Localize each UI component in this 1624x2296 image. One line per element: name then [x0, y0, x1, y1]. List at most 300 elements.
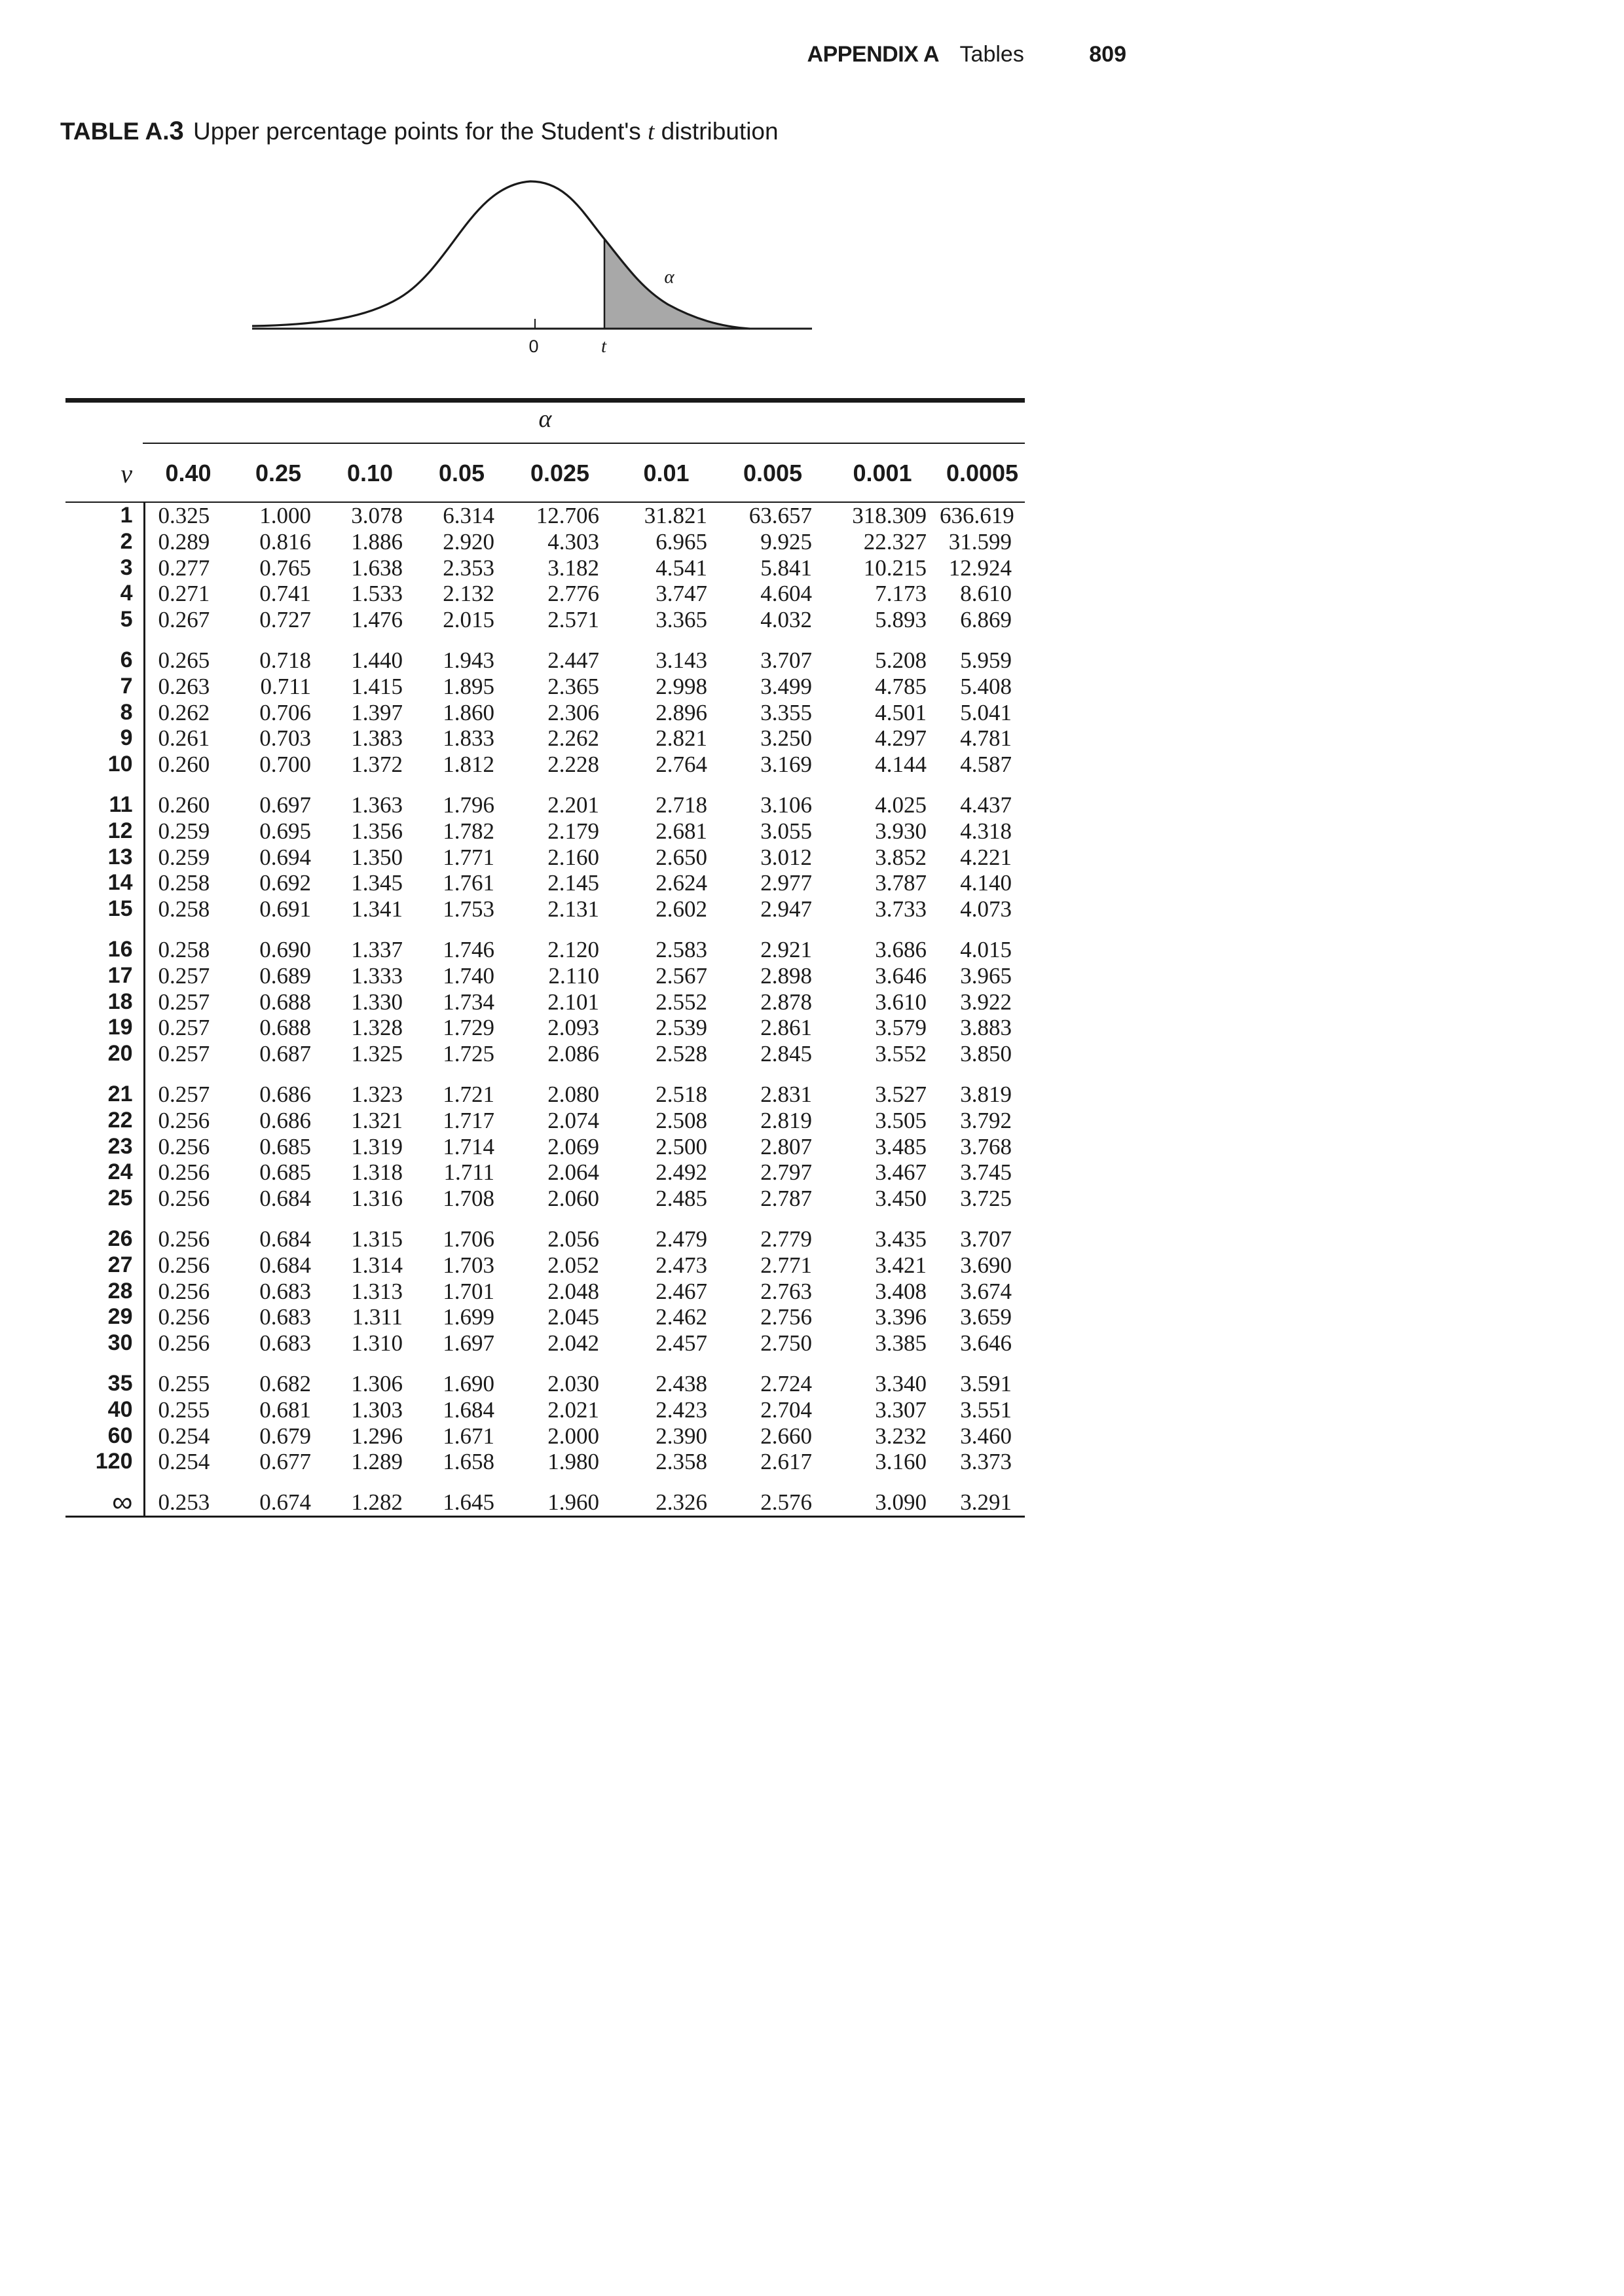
- value-cell: 1.476: [351, 607, 403, 633]
- value-cell: 2.602: [655, 896, 707, 922]
- value-cell: 2.500: [655, 1133, 707, 1159]
- value-cell: 1.306: [351, 1370, 403, 1396]
- value-cell: 1.415: [351, 673, 403, 699]
- value-cell: 0.258: [158, 936, 210, 962]
- value-cell: 2.571: [547, 607, 599, 633]
- value-cell: 1.356: [351, 818, 403, 844]
- value-cell: 1.895: [443, 673, 494, 699]
- nu-cell: 3: [65, 555, 144, 581]
- value-cell: 1.771: [443, 844, 494, 870]
- alpha-column-header: 0.10: [324, 445, 416, 502]
- table-row: [65, 1279, 1025, 1305]
- nu-cell: 29: [65, 1304, 144, 1330]
- value-cell: 0.256: [158, 1226, 210, 1252]
- value-cell: 3.965: [960, 962, 1012, 989]
- alpha-column-header: 0.0005: [940, 445, 1025, 502]
- value-cell: 2.015: [443, 607, 494, 633]
- value-cell: 0.684: [259, 1186, 311, 1212]
- value-cell: 2.160: [547, 844, 599, 870]
- nu-cell: 18: [65, 989, 144, 1015]
- value-cell: 0.257: [158, 989, 210, 1015]
- caption-text-pre: Upper percentage points for the Student's: [193, 118, 648, 145]
- value-cell: 0.257: [158, 1015, 210, 1041]
- value-cell: 1.318: [351, 1159, 403, 1186]
- value-cell: 3.307: [875, 1396, 927, 1423]
- value-cell: 4.025: [875, 792, 927, 818]
- value-cell: 0.695: [259, 818, 311, 844]
- value-cell: 318.309: [852, 503, 927, 528]
- value-cell: 8.610: [960, 581, 1012, 607]
- table-row: [65, 529, 1025, 555]
- value-cell: 2.326: [612, 1475, 720, 1516]
- table-row: [65, 1159, 1025, 1186]
- nu-cell: 20: [65, 1041, 144, 1067]
- value-cell: 2.306: [547, 699, 599, 725]
- value-cell: 2.977: [760, 870, 812, 896]
- value-cell: 1.397: [351, 699, 403, 725]
- value-cell: 2.457: [655, 1330, 707, 1357]
- value-cell: 1.699: [443, 1304, 494, 1330]
- value-cell: 3.182: [547, 555, 599, 581]
- nu-cell: 7: [65, 674, 144, 700]
- value-cell: 1.980: [547, 1449, 599, 1475]
- table-label-text: TABLE A.: [60, 118, 170, 145]
- value-cell: 3.579: [875, 1015, 927, 1041]
- value-cell: 3.787: [875, 870, 927, 896]
- value-cell: 1.671: [443, 1423, 494, 1449]
- table-row: [65, 502, 1025, 529]
- value-cell: 2.878: [760, 989, 812, 1015]
- value-cell: 0.685: [259, 1159, 311, 1186]
- value-cell: 3.078: [351, 503, 403, 528]
- value-cell: 4.140: [960, 870, 1012, 896]
- nu-cell: 30: [65, 1330, 144, 1357]
- value-cell: 3.674: [960, 1278, 1012, 1304]
- value-cell: 2.467: [655, 1278, 707, 1304]
- value-cell: 4.587: [960, 752, 1012, 778]
- value-cell: 3.160: [875, 1449, 927, 1475]
- value-cell: 1.746: [443, 936, 494, 962]
- value-cell: 2.358: [655, 1449, 707, 1475]
- value-cell: 3.745: [960, 1159, 1012, 1186]
- value-cell: 0.289: [158, 528, 210, 555]
- value-cell: 2.861: [760, 1015, 812, 1041]
- value-cell: 1.796: [443, 792, 494, 818]
- value-cell: 2.145: [547, 870, 599, 896]
- value-cell: 2.845: [760, 1041, 812, 1067]
- value-cell: 1.711: [443, 1159, 494, 1186]
- nu-cell: 5: [65, 607, 144, 633]
- nu-header: ν: [65, 445, 144, 502]
- value-cell: 2.764: [655, 752, 707, 778]
- value-cell: 0.700: [259, 752, 311, 778]
- value-cell: 3.365: [655, 607, 707, 633]
- table-row: [65, 989, 1025, 1015]
- value-cell: 1.761: [443, 870, 494, 896]
- value-cell: 5.408: [960, 673, 1012, 699]
- value-cell: 0.681: [259, 1396, 311, 1423]
- value-cell: 0.694: [259, 844, 311, 870]
- value-cell: 0.263: [158, 673, 210, 699]
- value-cell: 3.883: [960, 1015, 1012, 1041]
- value-cell: 0.256: [158, 1278, 210, 1304]
- value-cell: 2.624: [655, 870, 707, 896]
- alpha-column-header: 0.001: [825, 445, 940, 502]
- table-row: [65, 1015, 1025, 1041]
- value-cell: 2.179: [547, 818, 599, 844]
- value-cell: 1.311: [352, 1304, 403, 1330]
- value-cell: 1.316: [351, 1186, 403, 1212]
- value-cell: 2.920: [443, 528, 494, 555]
- value-cell: 3.485: [875, 1133, 927, 1159]
- alpha-heading: α: [538, 405, 552, 433]
- value-cell: 2.576: [720, 1475, 825, 1516]
- value-cell: 1.734: [443, 989, 494, 1015]
- value-cell: 1.333: [351, 962, 403, 989]
- value-cell: 1.690: [443, 1370, 494, 1396]
- value-cell: 3.591: [960, 1370, 1012, 1396]
- value-cell: 0.677: [259, 1449, 311, 1475]
- table-row: [65, 1423, 1025, 1449]
- value-cell: 0.727: [259, 607, 311, 633]
- value-cell: 0.260: [158, 752, 210, 778]
- table-row: [65, 607, 1025, 633]
- value-cell: 2.552: [655, 989, 707, 1015]
- value-cell: 0.258: [158, 896, 210, 922]
- alpha-label: α: [664, 266, 674, 287]
- value-cell: 0.254: [158, 1449, 210, 1475]
- value-cell: 2.797: [760, 1159, 812, 1186]
- value-cell: 0.271: [158, 581, 210, 607]
- value-cell: 0.690: [259, 936, 311, 962]
- value-cell: 4.221: [960, 844, 1012, 870]
- value-cell: 5.959: [960, 647, 1012, 673]
- value-cell: 2.048: [547, 1278, 599, 1304]
- nu-cell: 9: [65, 725, 144, 752]
- value-cell: 1.372: [351, 752, 403, 778]
- value-cell: 7.173: [875, 581, 927, 607]
- value-cell: 0.261: [158, 725, 210, 752]
- value-cell: 1.310: [351, 1330, 403, 1357]
- value-cell: 3.850: [960, 1041, 1012, 1067]
- value-cell: 2.718: [655, 792, 707, 818]
- value-cell: 0.254: [158, 1423, 210, 1449]
- table-row: [65, 1330, 1025, 1357]
- nu-cell: 23: [65, 1134, 144, 1160]
- table-row: [65, 778, 1025, 818]
- table-row: [65, 1067, 1025, 1108]
- page-header: [807, 42, 1126, 67]
- value-cell: 2.998: [655, 673, 707, 699]
- t-distribution-table: [65, 445, 1025, 1518]
- t-label: t: [600, 336, 607, 357]
- value-cell: 3.922: [960, 989, 1012, 1015]
- alpha-column-header: 0.05: [416, 445, 507, 502]
- value-cell: 1.328: [351, 1015, 403, 1041]
- table-row: [65, 1475, 1025, 1516]
- value-cell: 4.297: [875, 725, 927, 752]
- nu-cell: 13: [65, 845, 144, 871]
- value-cell: 2.485: [655, 1186, 707, 1212]
- value-cell: 3.408: [875, 1278, 927, 1304]
- nu-cell: 40: [65, 1397, 144, 1423]
- value-cell: 1.289: [351, 1449, 403, 1475]
- value-cell: 3.930: [875, 818, 927, 844]
- value-cell: 1.323: [351, 1081, 403, 1107]
- alpha-heading-rule: [143, 443, 1025, 444]
- value-cell: 2.074: [547, 1107, 599, 1133]
- value-cell: 0.689: [259, 962, 311, 989]
- value-cell: 3.646: [875, 962, 927, 989]
- value-cell: 2.779: [760, 1226, 812, 1252]
- value-cell: 2.539: [655, 1015, 707, 1041]
- value-cell: 1.714: [443, 1133, 494, 1159]
- value-cell: 2.518: [655, 1081, 707, 1107]
- value-cell: 0.687: [259, 1041, 311, 1067]
- value-cell: 0.325: [158, 503, 210, 528]
- value-cell: 0.683: [259, 1278, 311, 1304]
- value-cell: 0.257: [158, 1041, 210, 1067]
- table-caption: [193, 118, 779, 145]
- value-cell: 2.390: [655, 1423, 707, 1449]
- value-cell: 0.267: [158, 607, 210, 633]
- value-cell: 2.921: [760, 936, 812, 962]
- value-cell: 0.765: [259, 555, 311, 581]
- value-cell: 2.750: [760, 1330, 812, 1357]
- value-cell: 3.143: [655, 647, 707, 673]
- nu-cell: 25: [65, 1186, 144, 1212]
- table-row: [65, 1134, 1025, 1160]
- value-cell: 1.740: [443, 962, 494, 989]
- value-cell: 2.438: [655, 1370, 707, 1396]
- value-cell: 2.101: [547, 989, 599, 1015]
- value-cell: 1.638: [351, 555, 403, 581]
- nu-cell: 17: [65, 963, 144, 989]
- table-row: [65, 1357, 1025, 1397]
- alpha-column-header: 0.40: [144, 445, 232, 502]
- value-cell: 5.893: [875, 607, 927, 633]
- value-cell: 1.350: [351, 844, 403, 870]
- nu-cell: 10: [65, 752, 144, 778]
- value-cell: 2.045: [547, 1304, 599, 1330]
- value-cell: 1.697: [443, 1330, 494, 1357]
- value-cell: 2.473: [655, 1252, 707, 1278]
- section-label: Tables: [959, 42, 1024, 67]
- alpha-column-header: 0.005: [720, 445, 825, 502]
- alpha-column-header: 0.25: [232, 445, 324, 502]
- value-cell: 2.132: [443, 581, 494, 607]
- value-cell: 3.733: [875, 896, 927, 922]
- alpha-column-header: 0.025: [507, 445, 612, 502]
- value-cell: 2.000: [547, 1423, 599, 1449]
- value-cell: 0.674: [232, 1475, 324, 1516]
- value-cell: 22.327: [863, 528, 927, 555]
- table-row: [65, 1108, 1025, 1134]
- value-cell: 0.683: [259, 1330, 311, 1357]
- value-cell: 1.645: [416, 1475, 507, 1516]
- table-row: [65, 1397, 1025, 1423]
- value-cell: 2.110: [548, 962, 599, 989]
- table-row: [65, 1252, 1025, 1279]
- table-row: [65, 1304, 1025, 1330]
- nu-cell: 24: [65, 1159, 144, 1186]
- table-row: [65, 633, 1025, 674]
- nu-cell: ∞: [65, 1475, 144, 1516]
- value-cell: 4.015: [960, 936, 1012, 962]
- value-cell: 3.686: [875, 936, 927, 962]
- value-cell: 0.697: [259, 792, 311, 818]
- value-cell: 2.821: [655, 725, 707, 752]
- value-cell: 1.319: [351, 1133, 403, 1159]
- table-title: [60, 117, 779, 146]
- value-cell: 2.131: [547, 896, 599, 922]
- value-cell: 5.841: [760, 555, 812, 581]
- value-cell: 0.256: [158, 1133, 210, 1159]
- value-cell: 2.021: [547, 1396, 599, 1423]
- value-cell: 3.747: [655, 581, 707, 607]
- value-cell: 0.703: [259, 725, 311, 752]
- value-cell: 1.303: [351, 1396, 403, 1423]
- value-cell: 1.706: [443, 1226, 494, 1252]
- value-cell: 3.340: [875, 1370, 927, 1396]
- value-cell: 3.707: [960, 1226, 1012, 1252]
- value-cell: 2.462: [655, 1304, 707, 1330]
- value-cell: 0.741: [259, 581, 311, 607]
- value-cell: 2.353: [443, 555, 494, 581]
- value-cell: 4.785: [875, 673, 927, 699]
- value-cell: 3.505: [875, 1107, 927, 1133]
- value-cell: 2.681: [655, 818, 707, 844]
- value-cell: 0.257: [158, 962, 210, 989]
- value-cell: 0.683: [259, 1304, 311, 1330]
- value-cell: 0.256: [158, 1330, 210, 1357]
- value-cell: 2.704: [760, 1396, 812, 1423]
- value-cell: 0.277: [158, 555, 210, 581]
- value-cell: 1.282: [324, 1475, 416, 1516]
- value-cell: 4.303: [547, 528, 599, 555]
- value-cell: 1.000: [259, 503, 311, 528]
- value-cell: 2.896: [655, 699, 707, 725]
- value-cell: 4.144: [875, 752, 927, 778]
- value-cell: 1.684: [443, 1396, 494, 1423]
- nu-cell: 60: [65, 1423, 144, 1449]
- value-cell: 4.032: [760, 607, 812, 633]
- caption-text-post: distribution: [654, 118, 779, 145]
- value-cell: 3.291: [940, 1475, 1025, 1516]
- value-cell: 63.657: [748, 503, 812, 528]
- value-cell: 0.686: [259, 1107, 311, 1133]
- value-cell: 2.567: [655, 962, 707, 989]
- value-cell: 1.330: [351, 989, 403, 1015]
- value-cell: 0.691: [259, 896, 311, 922]
- upper-tail-area: [604, 239, 748, 329]
- nu-cell: 4: [65, 581, 144, 607]
- value-cell: 1.345: [351, 870, 403, 896]
- nu-cell: 27: [65, 1252, 144, 1279]
- value-cell: 3.707: [760, 647, 812, 673]
- value-cell: 1.782: [443, 818, 494, 844]
- table-body: [65, 502, 1025, 1519]
- value-cell: 2.080: [547, 1081, 599, 1107]
- value-cell: 1.717: [443, 1107, 494, 1133]
- table-row: [65, 963, 1025, 989]
- value-cell: 0.692: [259, 870, 311, 896]
- value-cell: 1.703: [443, 1252, 494, 1278]
- value-cell: 3.396: [875, 1304, 927, 1330]
- value-cell: 5.041: [960, 699, 1012, 725]
- value-cell: 9.925: [760, 528, 812, 555]
- value-cell: 0.706: [259, 699, 311, 725]
- nu-cell: 16: [65, 922, 144, 963]
- value-cell: 2.771: [760, 1252, 812, 1278]
- value-cell: 0.255: [158, 1396, 210, 1423]
- table-row: [65, 818, 1025, 845]
- value-cell: 0.259: [158, 818, 210, 844]
- value-cell: 1.363: [351, 792, 403, 818]
- value-cell: 1.383: [351, 725, 403, 752]
- value-cell: 0.253: [144, 1475, 232, 1516]
- value-cell: 3.690: [960, 1252, 1012, 1278]
- value-cell: 2.528: [655, 1041, 707, 1067]
- value-cell: 2.724: [760, 1370, 812, 1396]
- value-cell: 4.501: [875, 699, 927, 725]
- value-cell: 4.604: [760, 581, 812, 607]
- value-cell: 2.201: [547, 792, 599, 818]
- nu-cell: 1: [65, 502, 144, 529]
- value-cell: 2.120: [547, 936, 599, 962]
- value-cell: 12.706: [536, 503, 599, 528]
- value-cell: 0.682: [259, 1370, 311, 1396]
- value-cell: 1.725: [443, 1041, 494, 1067]
- value-cell: 6.965: [655, 528, 707, 555]
- page-number: 809: [1089, 42, 1126, 67]
- value-cell: 0.257: [158, 1081, 210, 1107]
- value-cell: 0.262: [158, 699, 210, 725]
- table-row: [65, 752, 1025, 778]
- value-cell: 2.093: [547, 1015, 599, 1041]
- value-cell: 3.435: [875, 1226, 927, 1252]
- value-cell: 1.321: [351, 1107, 403, 1133]
- value-cell: 1.721: [443, 1081, 494, 1107]
- value-cell: 0.684: [259, 1226, 311, 1252]
- value-cell: 1.533: [351, 581, 403, 607]
- value-cell: 2.583: [655, 936, 707, 962]
- zero-label: 0: [528, 337, 539, 356]
- table-top-rule: [65, 398, 1025, 403]
- table-row: [65, 1449, 1025, 1475]
- nu-cell: 120: [65, 1449, 144, 1475]
- appendix-label: APPENDIX A: [807, 42, 940, 67]
- value-cell: 3.768: [960, 1133, 1012, 1159]
- value-cell: 3.610: [875, 989, 927, 1015]
- value-cell: 0.685: [259, 1133, 311, 1159]
- value-cell: 1.833: [443, 725, 494, 752]
- value-cell: 3.659: [960, 1304, 1012, 1330]
- nu-cell: 21: [65, 1067, 144, 1108]
- value-cell: 3.012: [760, 844, 812, 870]
- value-cell: 3.421: [875, 1252, 927, 1278]
- value-cell: 1.296: [351, 1423, 403, 1449]
- value-cell: 2.262: [547, 725, 599, 752]
- value-cell: 3.250: [760, 725, 812, 752]
- nu-cell: 28: [65, 1279, 144, 1305]
- table-row: [65, 1041, 1025, 1067]
- value-cell: 2.787: [760, 1186, 812, 1212]
- value-cell: 31.599: [948, 528, 1012, 555]
- value-cell: 4.541: [655, 555, 707, 581]
- value-cell: 1.337: [351, 936, 403, 962]
- value-cell: 1.753: [443, 896, 494, 922]
